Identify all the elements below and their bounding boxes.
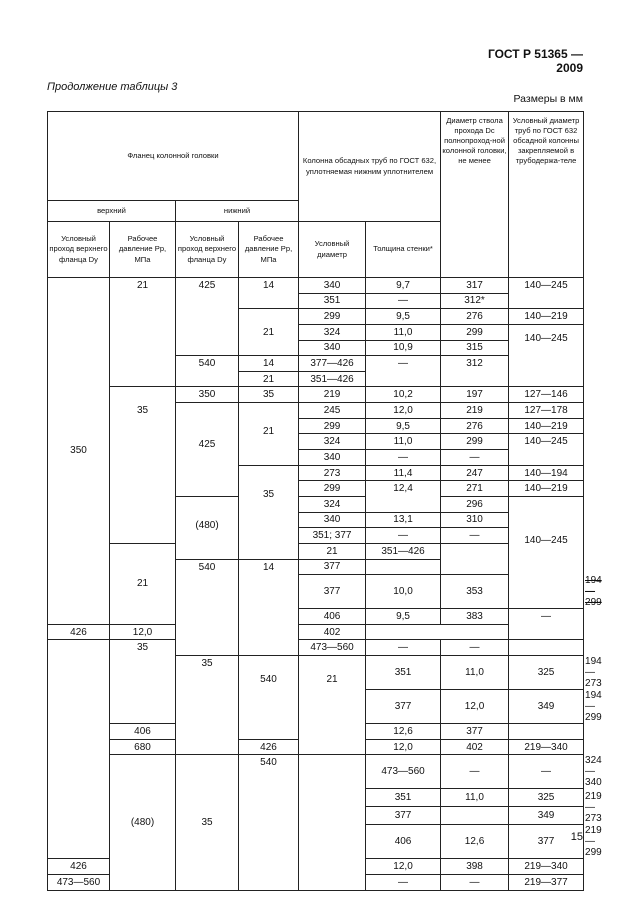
cell-casing-diameter: 426 xyxy=(48,859,110,875)
cell-bore: — xyxy=(441,640,509,656)
cell-hanger: 219—340 xyxy=(509,739,584,755)
header-lower-dn: Условный проход верхнего фланца Dу xyxy=(176,222,239,278)
cell-lower-dn: 425 xyxy=(176,278,239,356)
cell-wall-thickness: 12,0 xyxy=(366,859,441,875)
cell-wall-thickness: 12,0 xyxy=(366,403,441,419)
cell-casing-diameter: 324 xyxy=(299,434,366,450)
header-bore: Диаметр ствола прохода Dc полнопроход-ной колонной головки, не менее xyxy=(441,112,509,278)
cell-wall-thickness: 10,2 xyxy=(366,387,441,403)
cell-wall-thickness: — xyxy=(441,755,509,789)
cell-wall-thickness: 9,5 xyxy=(366,418,441,434)
header-upper: верхний xyxy=(48,201,176,222)
cell-upper-pressure: 35 xyxy=(176,755,239,890)
cell-bore: 247 xyxy=(441,465,509,481)
cell-wall-thickness: 12,0 xyxy=(366,739,441,755)
cell-casing-diameter: 377—426 xyxy=(299,356,366,372)
cell-casing-diameter: 377 xyxy=(366,690,441,724)
cell-casing-diameter: 324 xyxy=(299,496,366,512)
cell-wall-thickness: — xyxy=(366,640,441,656)
cell-casing-diameter: 351 xyxy=(366,656,441,690)
cell-upper-dn: (480) xyxy=(110,755,176,890)
cell-bore: 377 xyxy=(441,724,509,740)
cell-casing-diameter: 377 xyxy=(299,575,366,609)
header-wall-thickness: Толщина стенки* xyxy=(366,222,441,278)
cell-bore: 349 xyxy=(509,690,584,724)
cell-hanger: 140—245 xyxy=(509,324,584,387)
cell-lower-dn: (480) xyxy=(176,496,239,559)
cell-lower-pressure: 35 xyxy=(239,465,299,559)
cell-casing-diameter: 426 xyxy=(239,739,299,755)
cell-casing-diameter: 340 xyxy=(299,450,366,466)
cell-wall-thickness: 10,9 xyxy=(366,340,441,356)
cell-wall-thickness: 11,0 xyxy=(366,324,441,340)
cell-casing-diameter: 273 xyxy=(299,465,366,481)
cell-casing-diameter: 406 xyxy=(299,609,366,625)
cell-wall-thickness: 9,7 xyxy=(366,278,441,294)
cell-wall-thickness: 11,4 xyxy=(366,465,441,481)
cell-lower-pressure: 21 xyxy=(299,543,366,559)
cell-casing-diameter: 377 xyxy=(366,807,441,825)
cell-bore: 312 xyxy=(441,356,509,387)
cell-wall-thickness: 12,0 xyxy=(441,690,509,724)
cell-upper-pressure: 35 xyxy=(110,387,176,543)
header-casing-diameter: Условный диаметр xyxy=(299,222,366,278)
cell-bore: 402 xyxy=(299,624,366,640)
cell-casing-diameter: 340 xyxy=(299,512,366,528)
cell-casing-diameter: 377 xyxy=(299,559,366,575)
cell-hanger: 140—194 xyxy=(509,465,584,481)
cell-bore: 377 xyxy=(509,825,584,859)
cell-bore: 398 xyxy=(441,859,509,875)
cell-upper-pressure: 21 xyxy=(110,278,176,387)
cell-hanger: 140—245 xyxy=(509,278,584,309)
cell-lower-pressure: 14 xyxy=(239,559,299,656)
cell-bore: 296 xyxy=(441,496,509,512)
cell-lower-pressure: 14 xyxy=(239,356,299,372)
header-upper-pressure: Рабочее давление Рр, МПа xyxy=(110,222,176,278)
cell-hanger: 219—377 xyxy=(509,875,584,891)
cell-casing-diameter: 245 xyxy=(299,403,366,419)
cell-bore: 271 xyxy=(441,481,509,497)
cell-bore: 312* xyxy=(441,293,509,309)
header-lower: нижний xyxy=(176,201,299,222)
cell-bore: 299 xyxy=(441,324,509,340)
cell-hanger: 140—245 xyxy=(509,496,584,608)
cell-lower-dn: 680 xyxy=(110,739,176,755)
cell-bore: 317 xyxy=(441,278,509,294)
cell-hanger: 127—146 xyxy=(509,387,584,403)
cell-bore: 325 xyxy=(509,789,584,807)
cell-wall-thickness: 9,5 xyxy=(366,309,441,325)
cell-lower-pressure: 21 xyxy=(239,309,299,356)
cell-wall-thickness: — xyxy=(366,450,441,466)
cell-bore: — xyxy=(441,528,509,544)
cell-upper-pressure: 35 xyxy=(110,640,176,724)
header-casing: Колонна обсадных труб по ГОСТ 632, уплотняемая нижним уплотнителем xyxy=(299,112,441,222)
cell-bore: — xyxy=(441,875,509,891)
cell-casing-diameter: 340 xyxy=(299,340,366,356)
cell-casing-diameter: 406 xyxy=(110,724,176,740)
cell-bore: 402 xyxy=(441,739,509,755)
cell-wall-thickness: 9,5 xyxy=(366,609,441,625)
cell-lower-pressure: 21 xyxy=(299,656,366,755)
cell-wall-thickness: 13,1 xyxy=(366,512,441,528)
cell-casing-diameter: 351—426 xyxy=(299,371,366,387)
cell-casing-diameter: 351; 377 xyxy=(299,528,366,544)
cell-hanger: 127—178 xyxy=(509,403,584,419)
cell-lower-dn: 540 xyxy=(176,559,239,656)
cell-bore: — xyxy=(441,450,509,466)
cell-wall-thickness: 11,0 xyxy=(366,434,441,450)
document-id: ГОСТ Р 51365 — 2009 xyxy=(487,47,583,75)
cell-casing-diameter: 299 xyxy=(299,418,366,434)
cell-wall-thickness: 12,6 xyxy=(441,825,509,859)
cell-casing-diameter: 351—426 xyxy=(366,543,441,559)
cell-bore: 219 xyxy=(441,403,509,419)
header-hanger: Условный диаметр труб по ГОСТ 632 обсадной колонны закрепляемой в трубодержа-теле xyxy=(509,112,584,278)
cell-casing-diameter: 299 xyxy=(299,481,366,497)
cell-lower-pressure: 21 xyxy=(239,403,299,466)
cell-upper-pressure: 21 xyxy=(110,543,176,624)
cell-lower-pressure: 21 xyxy=(239,371,299,387)
cell-wall-thickness: 12,4 xyxy=(366,481,441,512)
cell-hanger: 140—219 xyxy=(509,481,584,497)
cell-casing-diameter: 351 xyxy=(366,789,441,807)
header-lower-pressure: Рабочее давление Рр, МПа xyxy=(239,222,299,278)
cell-casing-diameter: 473—560 xyxy=(299,640,366,656)
cell-wall-thickness: 10,0 xyxy=(366,575,441,609)
header-upper-dn: Условный проход верхнего фланца Dу xyxy=(48,222,110,278)
table-continuation-label: Продолжение таблицы 3 xyxy=(47,81,178,93)
flange-table: Фланец колонной головки Колонна обсадных труб по ГОСТ 632, уплотняемая нижним уплотнителем Диаметр ствола прохода Dc полнопроход-ной колонной головки, не менее Условный диаметр труб по ГОСТ 632 обсадной колонны закрепляемой в трубодержа-теле верхний нижний Условный проход верхнего фланца Dу Рабочее давление Рр, МПа Условный проход верхнего фланца Dу Рабочее давление Рр, МПа Условный диаметр Толщина стенки* 350 21 425 14 340 9,7 317 140—245 351 — 312* 21 299 9,5 276 140—219 324 11,0 299 140—245 340 10,9 315 540 14 377—426 — 312 21 351—426 35 350 35 219 10,2 197 127—146 425 21 245 12,0 219 127—178 299 9,5 276 140—219 324 11,0 299 140—245 340 — — 35 273 11,4 247 140—194 299 12,4 271 140—219 (480) 324 296 140—245 340 13,1 310 351; 377 — — 21 21 351—426 540 14 377 377 10,0 353 194—299 406 9,5 383 — 426 12,0 402 35 473—560 — — 35 540 21 351 11,0 325 194—273 377 12,0 349 194—299 406 12,6 377 680 426 12,0 402 219—340 (480) 35 540 473—560 — — 324—340 351 11,0 325 219—273 377 349 406 12,6 377 219—299 426 12,0 398 219—340 473—560 — — 219—377 xyxy=(47,111,584,891)
cell-wall-thickness: — xyxy=(366,293,441,309)
units-note: Размеры в мм xyxy=(513,93,583,105)
cell-upper-dn: 350 xyxy=(48,278,110,625)
cell-casing-diameter: 340 xyxy=(299,278,366,294)
cell-bore: 315 xyxy=(441,340,509,356)
cell-wall-thickness: 11,0 xyxy=(441,789,509,807)
cell-wall-thickness: — xyxy=(366,875,441,891)
cell-bore: 353 xyxy=(441,575,509,609)
cell-hanger: 219—340 xyxy=(509,859,584,875)
cell-lower-dn: 350 xyxy=(176,387,239,403)
cell-wall-thickness: 12,0 xyxy=(110,624,176,640)
cell-bore: 325 xyxy=(509,656,584,690)
cell-bore: 383 xyxy=(441,609,509,625)
cell-casing-diameter: 324 xyxy=(299,324,366,340)
cell-bore: 276 xyxy=(441,418,509,434)
cell-lower-dn: 540 xyxy=(239,755,299,890)
cell-bore: 276 xyxy=(441,309,509,325)
cell-bore: 349 xyxy=(509,807,584,825)
cell-wall-thickness: 11,0 xyxy=(441,656,509,690)
cell-hanger: 140—219 xyxy=(509,309,584,325)
cell-bore: — xyxy=(509,755,584,789)
cell-lower-pressure: 14 xyxy=(239,278,299,309)
cell-wall-thickness: 12,6 xyxy=(366,724,441,740)
cell-casing-diameter: 351 xyxy=(299,293,366,309)
cell-casing-diameter: 426 xyxy=(48,624,110,640)
cell-wall-thickness: — xyxy=(366,356,441,387)
cell-casing-diameter: 219 xyxy=(299,387,366,403)
cell-casing-diameter: 299 xyxy=(299,309,366,325)
cell-upper-pressure: 35 xyxy=(176,656,239,755)
cell-lower-dn: 540 xyxy=(176,356,239,387)
cell-casing-diameter: 473—560 xyxy=(366,755,441,789)
cell-bore: 197 xyxy=(441,387,509,403)
cell-bore: 299 xyxy=(441,434,509,450)
cell-casing-diameter: 473—560 xyxy=(48,875,110,891)
cell-lower-pressure: 35 xyxy=(239,387,299,403)
cell-hanger: 140—245 xyxy=(509,434,584,465)
page-number: 15 xyxy=(570,831,583,843)
cell-lower-dn: 540 xyxy=(239,656,299,740)
cell-wall-thickness: — xyxy=(366,528,441,544)
cell-bore: 310 xyxy=(441,512,509,528)
cell-lower-dn: 425 xyxy=(176,403,239,497)
cell-casing-diameter: 406 xyxy=(366,825,441,859)
cell-hanger: — xyxy=(509,609,584,640)
cell-hanger: 140—219 xyxy=(509,418,584,434)
header-flange: Фланец колонной головки xyxy=(48,112,299,201)
